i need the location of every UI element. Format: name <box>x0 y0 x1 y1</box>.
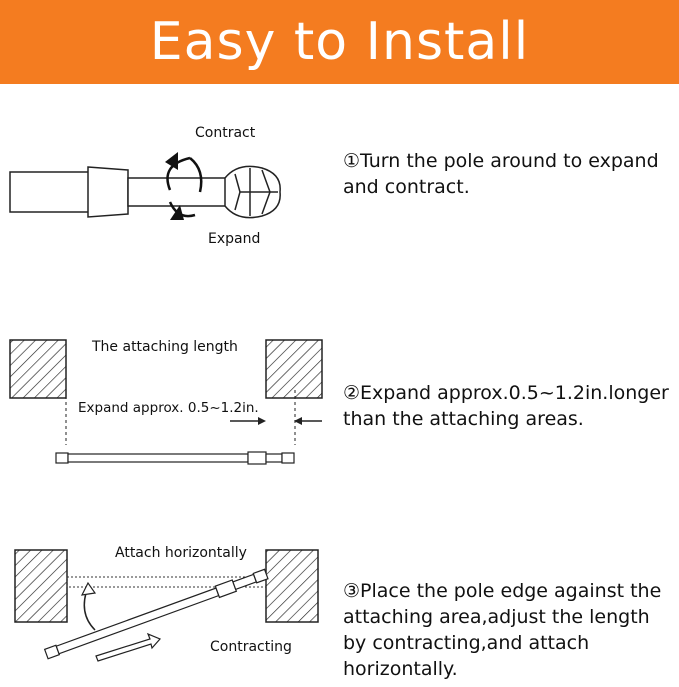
attach-diagram <box>0 535 330 675</box>
step3-text: ③Place the pole edge against the attaching area,adjust the length by contracting,and attach horizontally. <box>343 580 662 680</box>
contracting-label: Contracting <box>210 639 292 655</box>
pole-illustration <box>10 166 280 217</box>
attach-horizontally-label: Attach horizontally <box>115 545 247 561</box>
pole-illustration <box>56 452 294 464</box>
measure-diagram <box>0 330 330 470</box>
step1-text: ①Turn the pole around to expand and contract. <box>343 150 659 198</box>
header-banner <box>0 0 679 84</box>
page-title: Easy to Install <box>149 12 530 72</box>
wall-left <box>10 340 66 398</box>
contract-label: Contract <box>195 125 256 141</box>
wall-left <box>15 550 67 622</box>
arrow-right-icon <box>96 634 160 661</box>
rotate-pole-diagram <box>0 110 330 260</box>
expand-label: Expand <box>208 231 261 247</box>
step2-text: ②Expand approx.0.5~1.2in.longer than the attaching areas. <box>343 382 669 430</box>
wall-right <box>266 550 318 622</box>
expand-approx-label: Expand approx. 0.5~1.2in. <box>78 400 259 416</box>
wall-right <box>266 340 322 398</box>
attaching-length-label: The attaching length <box>92 339 238 355</box>
